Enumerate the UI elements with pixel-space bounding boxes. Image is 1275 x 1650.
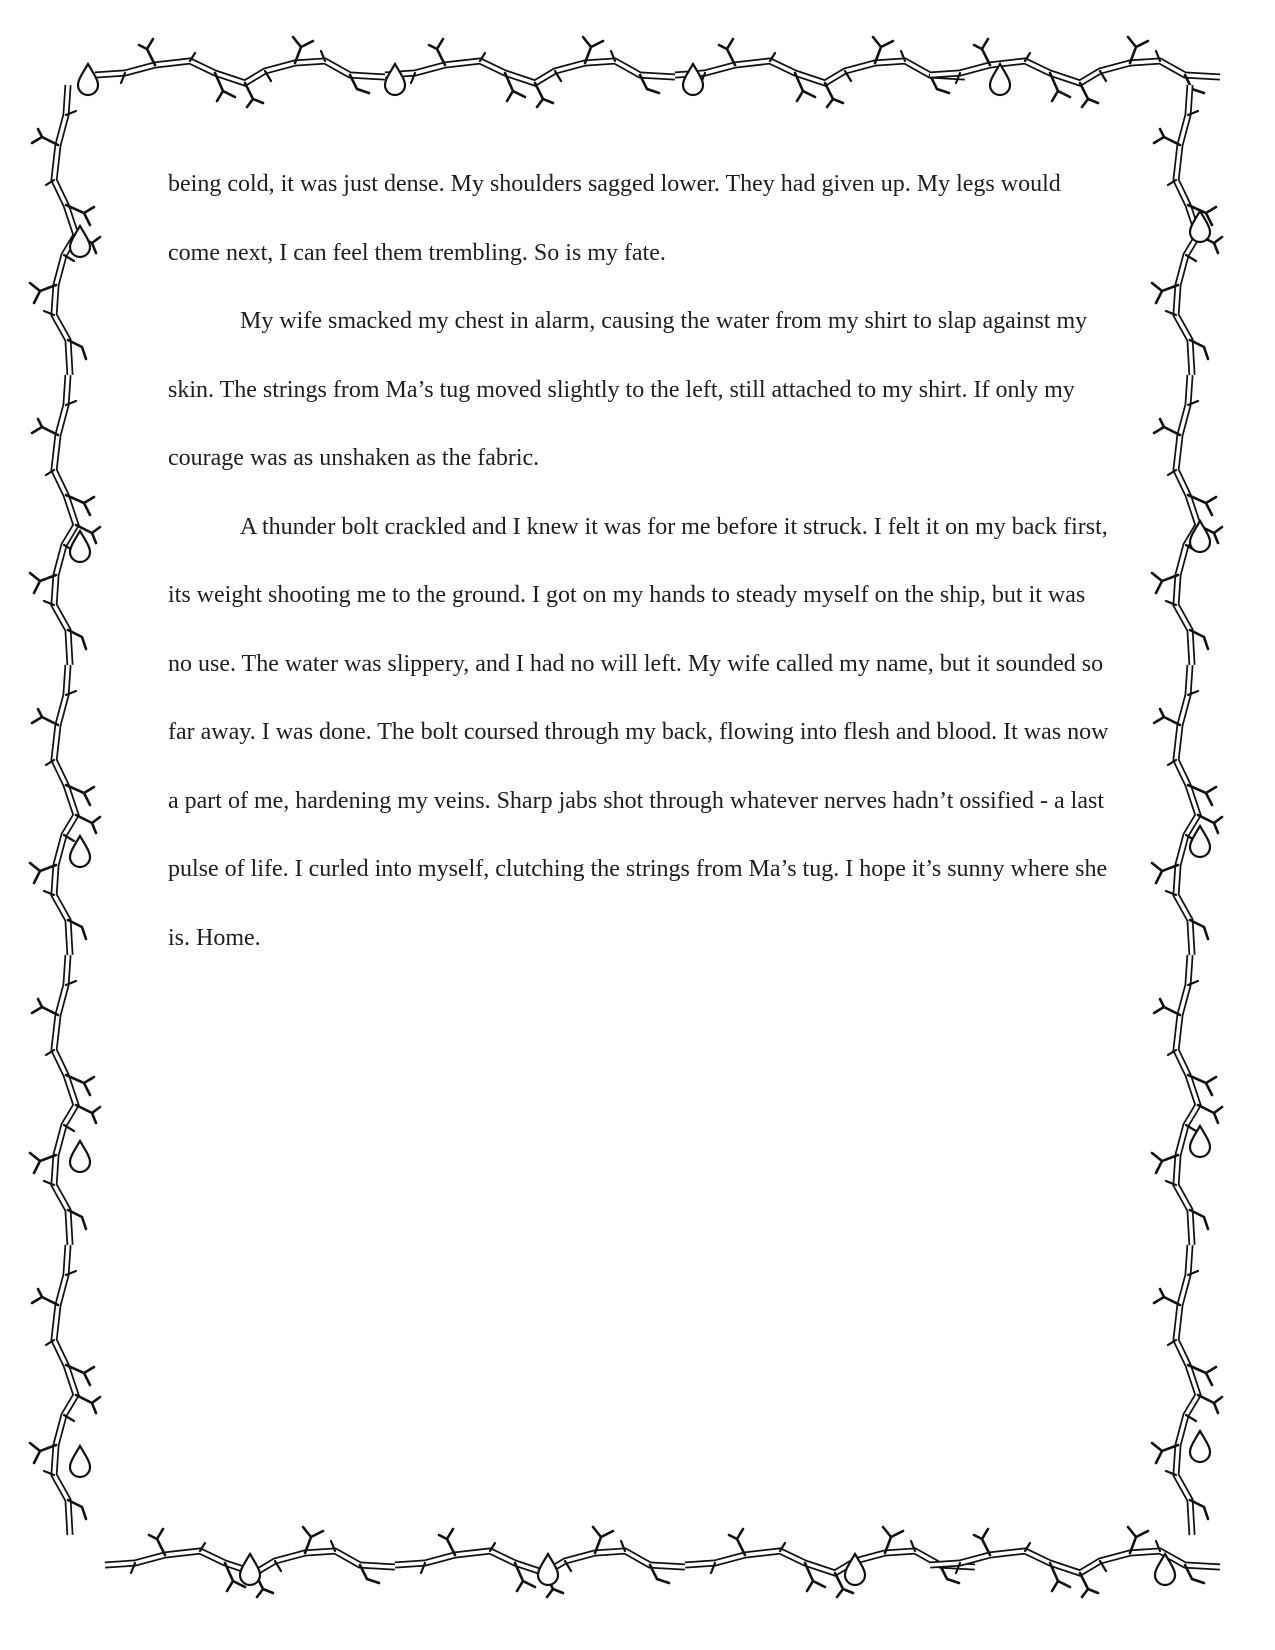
paragraph-3: A thunder bolt crackled and I knew it was for me before it struck. I felt it on my back first, its weight shooting me to the ground. I got on my hands to steady myself on the ship, but it was no use. The water was slippery, and I had no will left. My wife called my name, but it sounded so far away. I was done. The bolt coursed through my back, flowing into flesh and blood. It was now a part of me, hardening my veins. Sharp jabs shot through whatever nerves hadn’t ossified - a last pulse of life. I curled into myself, clutching the strings from Ma’s tug. I hope it’s sunny where she is. Home.: [168, 513, 1109, 951]
paragraph-2: My wife smacked my chest in alarm, causing the water from my shirt to slap against my skin. The strings from Ma’s tug moved slightly to the left, still attached to my shirt. If only my courage was as unshaken as the fabric.: [168, 308, 1088, 471]
border-bottom: [105, 1527, 1220, 1597]
story-text: [168, 150, 1113, 972]
border-left: [30, 85, 100, 1535]
border-top: [78, 37, 1220, 107]
border-right: [1152, 85, 1222, 1535]
paragraph-1: being cold, it was just dense. My shoulders sagged lower. They had given up. My legs would come next, I can feel them trembling. So is my fate.: [168, 171, 1061, 266]
